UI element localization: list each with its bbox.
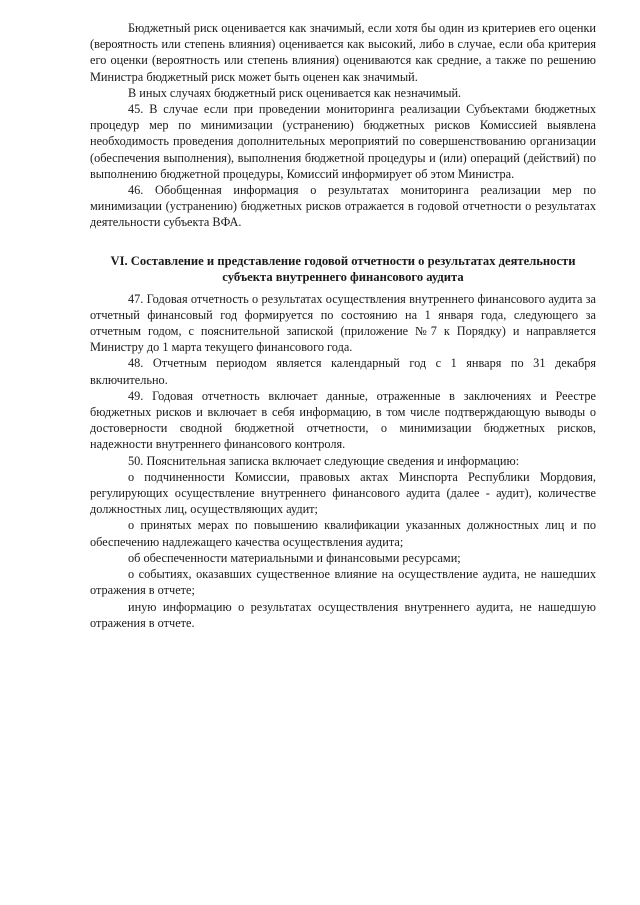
list-item-qualification: о принятых мерах по повышению квалификации указанных должностных лиц и по обеспечению надлежащего качества осуществления аудита; [90, 518, 596, 549]
list-item-other-info: иную информацию о результатах осуществления внутреннего аудита, не нашедшую отражения в отчете. [90, 599, 596, 630]
list-item-subordination: о подчиненности Комиссии, правовых актах Минспорта Республики Мордовия, регулирующих осуществление внутреннего финансового аудита (далее - аудит), количестве должностных лиц, осуществляющих аудит; [90, 469, 596, 517]
paragraph-47: 47. Годовая отчетность о результатах осуществления внутреннего финансового аудита за отчетный финансовый год формируется по состоянию на 1 января года, следующего за отчетным годом, с пояснительной запиской (приложение №7 к Порядку) и направляется Министру до 1 марта текущего финансового года. [90, 291, 596, 355]
paragraph-risk-insignificant: В иных случаях бюджетный риск оценивается как незначимый. [128, 85, 462, 100]
paragraph-risk-significant: Бюджетный риск оценивается как значимый, если хотя бы один из критериев его оценки (вероятность или степень влияния) оценивается как высокий, либо в случае, если оба критерия его оценки (вероятность или степень влияния) оцениваются как средние, а также по решению Министра бюджетный риск может быть оценен как значимый. [90, 21, 596, 84]
list-item-resources: об обеспеченности материальными и финансовыми ресурсами; [128, 550, 461, 565]
paragraph-50: 50. Пояснительная записка включает следующие сведения и информацию: [128, 453, 520, 468]
section-heading-line1: VI. Составление и представление годовой отчетности о результатах деятельности [110, 253, 576, 268]
document-page [90, 20, 596, 631]
paragraph-46: 46. Обобщенная информация о результатах мониторинга реализации мер по минимизации (устранению) бюджетных рисков отражается в годовой отчетности о результатах деятельности субъекта ВФА. [90, 183, 596, 230]
section-heading-line2: субъекта внутреннего финансового аудита [222, 269, 464, 284]
paragraph-48: 48. Отчетным периодом является календарный год с 1 января по 31 декабря включительно. [90, 356, 596, 387]
list-item-events: о событиях, оказавших существенное влияние на осуществление аудита, не нашедших отражения в отчете; [90, 567, 596, 598]
section-heading [90, 253, 596, 285]
paragraph-45: 45. В случае если при проведении мониторинга реализации Субъектами бюджетных процедур мер по минимизации (устранению) бюджетных рисков Комиссией выявлена необходимость проведения дополнительных мероприятий по совершенствованию организации (обеспечения выполнения), выполнения бюджетной процедуры и (или) операций (действий) по выполнению бюджетной процедуры, Комиссий информирует об этом Министра. [90, 102, 596, 181]
paragraph-49: 49. Годовая отчетность включает данные, отраженные в заключениях и Реестре бюджетных рисков и включает в себя информацию, в том числе подтверждающую выводы о достоверности сводной бюджетной отчетности, о минимизации бюджетных рисков, надежности внутреннего финансового контроля. [90, 388, 596, 452]
